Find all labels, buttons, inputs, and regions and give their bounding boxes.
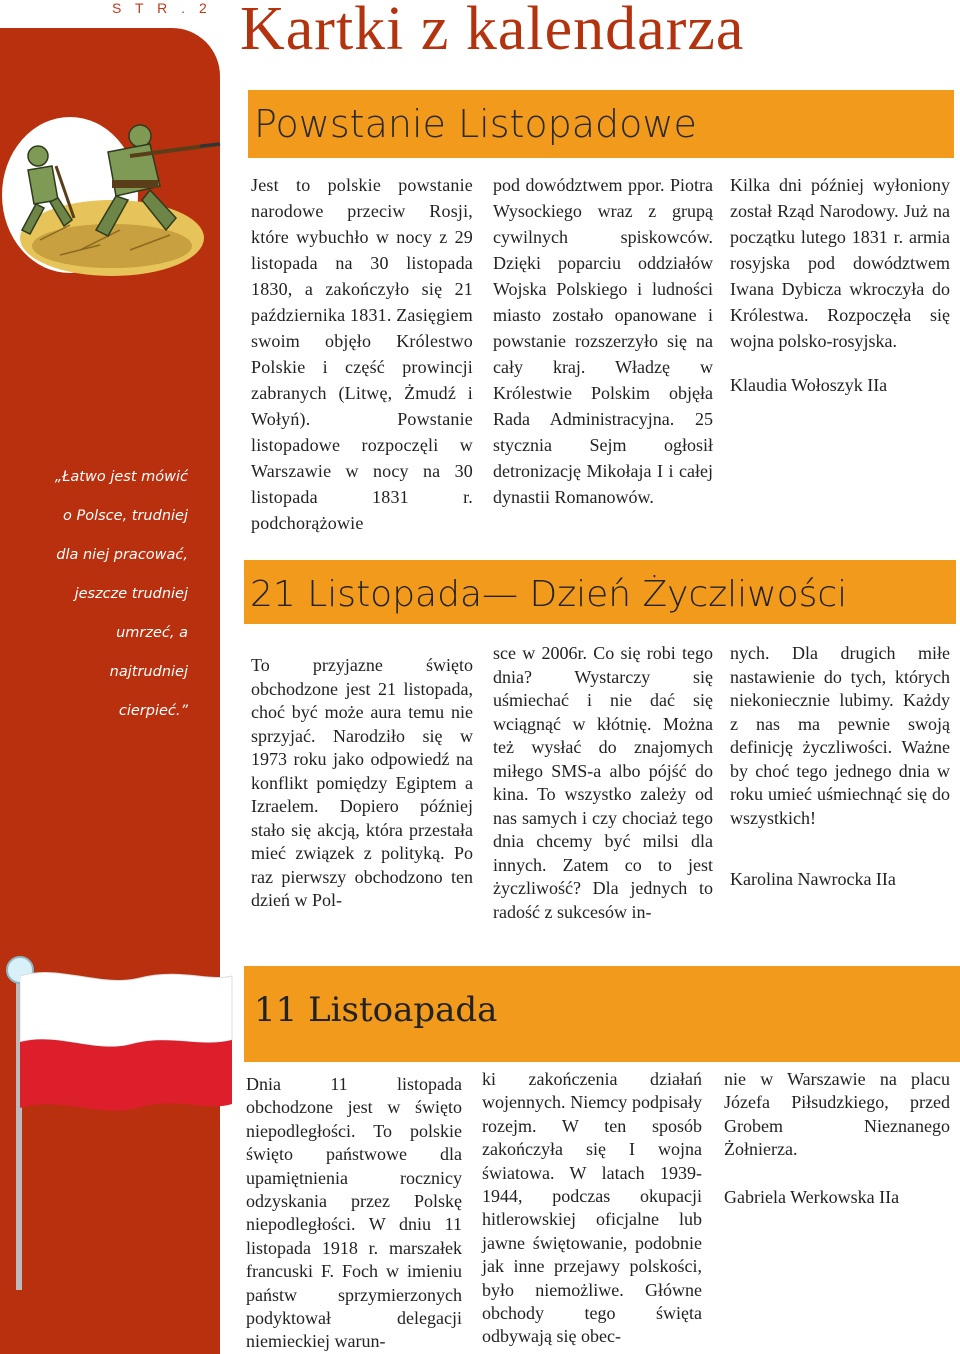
article-column (724, 1068, 950, 1209)
article-title: Powstanie Listopadowe (254, 102, 697, 146)
article-text: sce w 2006r. Co się robi tego dnia? Wystarczy się uśmiechać i nie dać się wciągnąć w kłótnię. Można też wysłać do znajomych miłego SMS-a albo pójść do kina. To wszystko zależy od nas samych i czy chociaż tego dnia chcemy być milsi dla innych. Zatem co to jest życzliwość? Dla jednych to radość z sukcesów in- (493, 643, 713, 922)
article-text: ki zakończenia działań wojennych. Niemcy podpisały rozejm. W ten sposób zakończyła się I wojna światowa. W latach 1939-1944, podczas okupacji hitlerowskiej oficjalne lub jawne świętowanie, podobnie jak inne przejawy polskości, było niemożliwe. Główne obchody tego święta odbywają się obec- (482, 1069, 702, 1347)
article-text: nych. Dla drugich miłe nastawienie do tych, których niekoniecznie lubimy. Każdy z nas ma pewnie swoją definicję życzliwości. Ważne by choć tego jednego dnia w roku umieć uśmiechnąć się do wszystkich! (730, 643, 950, 828)
article-text: To przyjazne święto obchodzone jest 21 listopada, choć być może aura temu nie sprzyjać. Narodziło się w 1973 roku jako odpowiedź na konflikt pomiędzy Egiptem a Izraelem. Dopiero później stało się akcją, która przestała mieć związek z polityką. Po raz pierwszy obchodzono ten dzień w Pol- (251, 655, 473, 910)
article-text: Kilka dni później wyłoniony został Rząd Narodowy. Już na początku lutego 1831 r. armia rosyjska pod dowództwem Iwana Dybicza wkroczyła do Królestwa. Rozpoczęła się wojna polsko-rosyjska. (730, 175, 950, 351)
article-column (493, 642, 713, 924)
page-number: S T R . 2 (112, 0, 212, 16)
quote-line: o Polsce, trudniej (63, 508, 188, 524)
quote-line: „Łatwo jest mówić (54, 469, 188, 485)
page-title: Kartki z kalendarza (240, 0, 745, 63)
article-column (493, 172, 713, 510)
article-column (730, 642, 950, 892)
article-text: Dnia 11 listopada obchodzone jest w święto niepodległości. To polskie święto państwowe dla upamiętnienia rocznicy odzyskania przez Polskę niepodległości. W dniu 11 listopada 1918 r. marszałek francuski F. Foch w imieniu państw sprzymierzonych podyktował delegacji niemieckiej warun- (246, 1074, 462, 1352)
article-column (730, 172, 950, 398)
sidebar-quote (20, 458, 188, 731)
article-title: 21 Listopada— Dzień Życzliwości (250, 574, 848, 615)
article-column (251, 654, 473, 913)
article-text: pod dowództwem ppor. Piotra Wysockiego wraz z grupą cywilnych spiskowców. Dzięki poparciu oddziałów Wojska Polskiego i ludności miasto zostało opanowane i powstanie rozszerzyło się na cały kraj. Władzę w Królestwie Polskim objęła Rada Administracyjna. 25 stycznia Sejm ogłosił detronizację Mikołaja I i całej dynastii Romanowów. (493, 175, 713, 507)
article-column (251, 172, 473, 536)
article-author: Karolina Nawrocka IIa (730, 869, 896, 889)
quote-line: dla niej pracować, (56, 547, 188, 563)
quote-line: najtrudniej (109, 664, 188, 680)
soldiers-illustration (0, 100, 222, 300)
article-author: Gabriela Werkowska IIa (724, 1186, 900, 1207)
quote-line: umrzeć, a (116, 625, 188, 641)
article-column (482, 1068, 702, 1349)
quote-line: cierpieć.” (118, 703, 188, 719)
polish-flag-icon (20, 968, 234, 1118)
quote-line: jeszcze trudniej (74, 586, 188, 602)
article-text: Jest to polskie powstanie narodowe przeciw Rosji, które wybuchło w nocy z 29 listopada na 30 listopada 1830, a zakończyło się 21 października 1831. Zasięgiem swoim objęło Królestwo Polskie i część prowincji zabranych (Litwę, Żmudź i Wołyń). Powstanie listopadowe rozpoczęli w Warszawie w nocy na 30 listopada 1831 r. podchorążowie (251, 175, 474, 533)
article-column (246, 1073, 462, 1354)
article-text: nie w Warszawie na placu Józefa Piłsudzkiego, przed Grobem Nieznanego Żołnierza. (724, 1069, 950, 1160)
article-title: 11 Listoapada (254, 990, 498, 1030)
article-author: Klaudia Wołoszyk IIa (730, 375, 888, 395)
